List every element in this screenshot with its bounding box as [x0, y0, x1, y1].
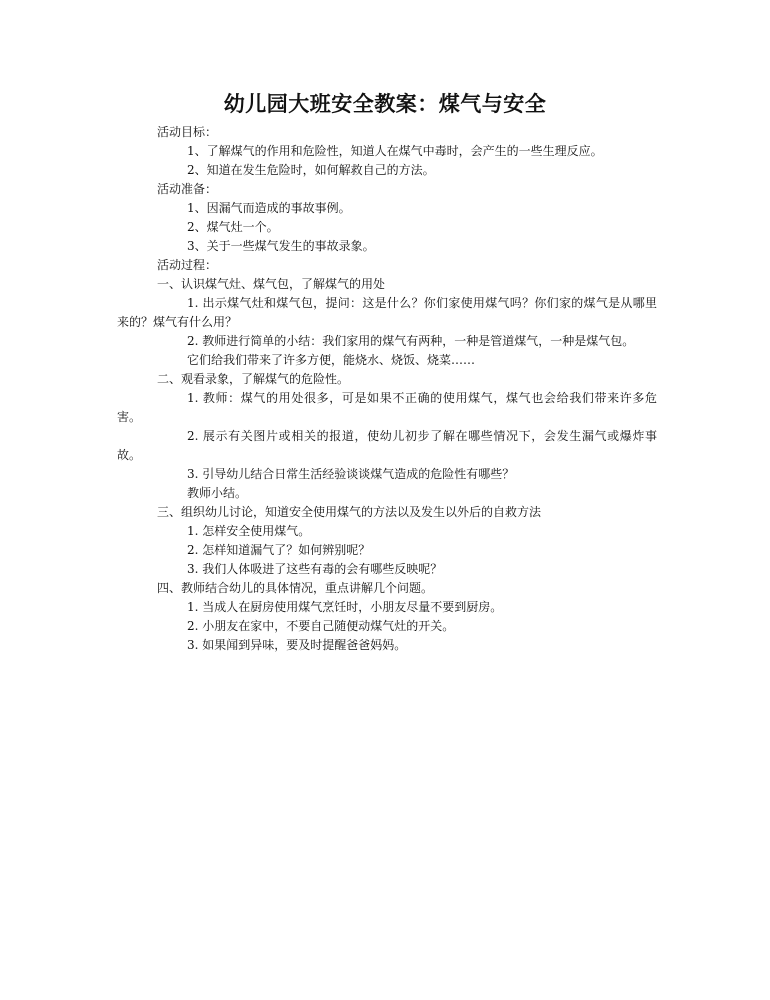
paragraph-line: 3. 我们人体吸进了这些有毒的会有哪些反映呢？	[187, 562, 443, 576]
document-body	[117, 123, 657, 655]
paragraph-line: 一、认识煤气灶、煤气包，了解煤气的用处	[157, 277, 386, 291]
paragraph-line: 3、关于一些煤气发生的事故录象。	[187, 239, 375, 253]
paragraph-line: 1. 出示煤气灶和煤气包，提问：这是什么？你们家使用煤气吗？你们家的煤气是从哪里来的？煤气有什么用？	[117, 296, 657, 329]
paragraph-line: 活动目标：	[157, 125, 218, 139]
paragraph-line: 教师小结。	[187, 486, 248, 500]
paragraph-line: 它们给我们带来了许多方便，能烧水、烧饭、烧菜……	[187, 353, 476, 367]
paragraph-line: 二、观看录象，了解煤气的危险性。	[157, 372, 350, 386]
paragraph-line: 1、了解煤气的作用和危险性，知道人在煤气中毒时，会产生的一些生理反应。	[187, 144, 603, 158]
paragraph-line: 1. 教师：煤气的用处很多，可是如果不正确的使用煤气，煤气也会给我们带来许多危害。	[117, 391, 657, 424]
paragraph-line: 2. 展示有关图片或相关的报道，使幼儿初步了解在哪些情况下，会发生漏气或爆炸事故。	[117, 429, 657, 462]
paragraph-line: 3. 如果闻到异味，要及时提醒爸爸妈妈。	[187, 638, 407, 652]
paragraph-line: 2. 小朋友在家中，不要自己随便动煤气灶的开关。	[187, 619, 455, 633]
paragraph-line: 2. 教师进行简单的小结：我们家用的煤气有两种，一种是管道煤气，一种是煤气包。	[187, 334, 635, 348]
paragraph-line: 活动准备：	[157, 182, 218, 196]
paragraph-line: 2、煤气灶一个。	[187, 220, 279, 234]
paragraph-line: 活动过程：	[157, 258, 218, 272]
paragraph-line: 1、因漏气而造成的事故事例。	[187, 201, 351, 215]
paragraph-line: 2. 怎样知道漏气了？如何辨别呢？	[187, 543, 371, 557]
paragraph-line: 2、知道在发生危险时，如何解救自己的方法。	[187, 163, 435, 177]
paragraph-line: 四、教师结合幼儿的具体情况，重点讲解几个问题。	[157, 581, 434, 595]
paragraph-line: 1. 当成人在厨房使用煤气烹饪时，小朋友尽量不要到厨房。	[187, 600, 503, 614]
document-title: 幼儿园大班安全教案：煤气与安全	[223, 91, 547, 116]
paragraph-line: 3. 引导幼儿结合日常生活经验谈谈煤气造成的危险性有哪些？	[187, 467, 515, 481]
paragraph-line: 三、组织幼儿讨论，知道安全使用煤气的方法以及发生以外后的自救方法	[157, 505, 542, 519]
paragraph-line: 1. 怎样安全使用煤气。	[187, 524, 311, 538]
